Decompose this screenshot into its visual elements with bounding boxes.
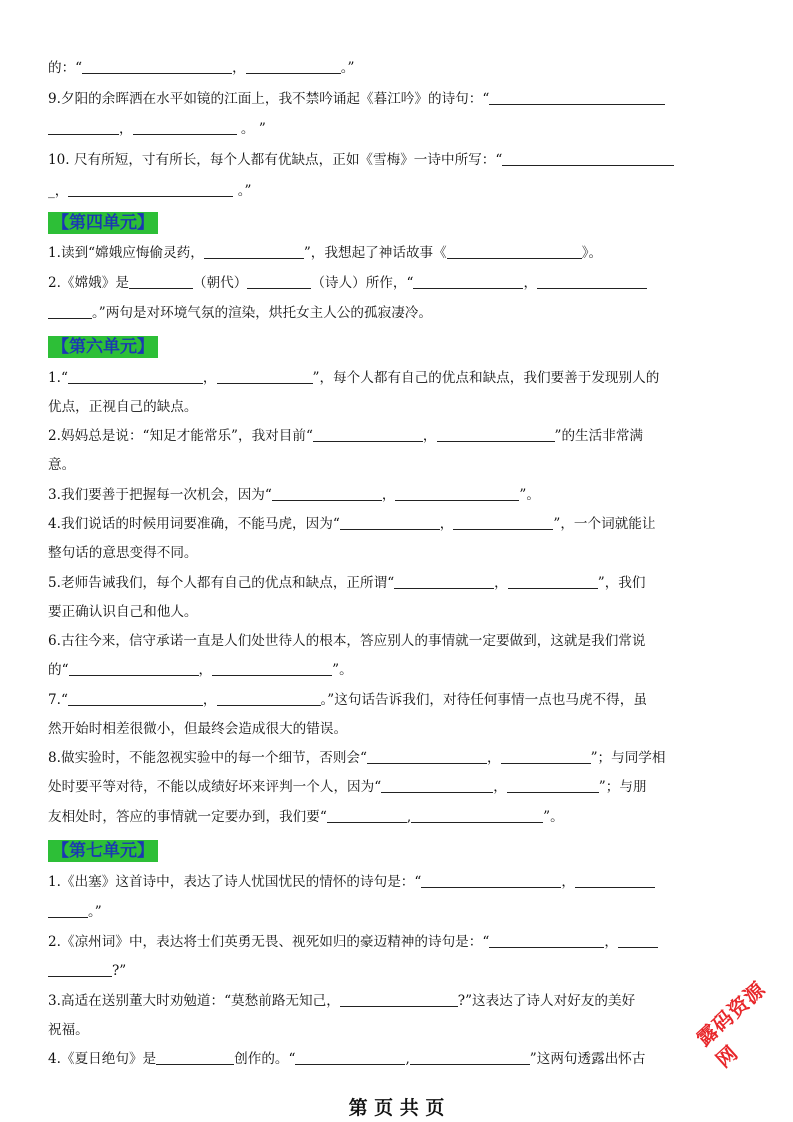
page-footer: 第 页 共 页 <box>348 1097 445 1119</box>
text-line: 要正确认识自己和他人。 <box>48 604 198 620</box>
answer-blank[interactable] <box>48 120 119 135</box>
text-line: 整句话的意思变得不同。 <box>48 545 198 561</box>
text-line: 8.做实验时，不能忽视实验中的每一个细节，否则会“ ， ”；与同学相 <box>48 750 666 766</box>
text-line: 然开始时相差很微小，但最终会造成很大的错误。 <box>48 721 348 737</box>
answer-blank[interactable] <box>247 274 311 289</box>
text-line: 10. 尺有所短，寸有所长，每个人都有优缺点，正如《雪梅》一诗中所写：“ <box>48 150 749 170</box>
text-line: 1.《出塞》这首诗中，表达了诗人忧国忧民的情怀的诗句是：“ ， <box>48 872 749 892</box>
answer-blank[interactable] <box>507 778 599 793</box>
text-line: ?” <box>48 961 749 981</box>
text-line: 2.妈妈总是说：“知足才能常乐”，我对目前“ ， ”的生活非常满 <box>48 428 644 444</box>
answer-blank[interactable] <box>437 427 555 442</box>
answer-blank[interactable] <box>212 661 332 676</box>
answer-blank[interactable] <box>68 691 203 706</box>
answer-blank[interactable] <box>327 808 407 823</box>
answer-blank[interactable] <box>68 369 203 384</box>
answer-blank[interactable] <box>413 274 523 289</box>
answer-blank[interactable] <box>48 304 92 319</box>
text-line: 1.读到“嫦娥应悔偷灵药， ”，我想起了神话故事《 》。 <box>48 245 603 261</box>
answer-blank[interactable] <box>48 903 88 918</box>
text-line: 2.《嫦娥》是 （朝代） （诗人）所作，“ ， <box>48 273 749 293</box>
answer-blank[interactable] <box>501 749 591 764</box>
text-line: 。”两句是对环境气氛的渲染，烘托女主人公的孤寂凄冷。 <box>48 303 749 323</box>
answer-blank[interactable] <box>340 515 440 530</box>
answer-blank[interactable] <box>410 1050 530 1065</box>
text-line: 4.《夏日绝句》是 创作的。“ , ”这两句透露出怀古 <box>48 1051 646 1067</box>
answer-blank[interactable] <box>272 486 382 501</box>
answer-blank[interactable] <box>575 873 655 888</box>
answer-blank[interactable] <box>129 274 193 289</box>
answer-blank[interactable] <box>394 574 494 589</box>
answer-blank[interactable] <box>156 1050 234 1065</box>
answer-blank[interactable] <box>204 244 304 259</box>
answer-blank[interactable] <box>453 515 553 530</box>
answer-blank[interactable] <box>367 749 487 764</box>
answer-blank[interactable] <box>69 661 199 676</box>
text-line: 祝福。 <box>48 1022 89 1038</box>
text-line: 2.《凉州词》中，表达将士们英勇无畏、视死如归的豪迈精神的诗句是：“ ， <box>48 932 749 952</box>
answer-blank[interactable] <box>82 59 232 74</box>
answer-blank[interactable] <box>489 933 604 948</box>
text-line: 5.老师告诫我们，每个人都有自己的优点和缺点，正所谓“ ， ”，我们 <box>48 575 646 591</box>
answer-blank[interactable] <box>489 90 665 105</box>
text-line: ， 。 ” <box>48 119 749 139</box>
text-line: 。” <box>48 902 749 922</box>
answer-blank[interactable] <box>217 691 321 706</box>
answer-blank[interactable] <box>421 873 561 888</box>
text-line: 的“ ， ”。 <box>48 662 353 678</box>
section-heading-unit-7: 【第七单元】 <box>48 840 158 862</box>
answer-blank[interactable] <box>447 244 582 259</box>
answer-blank[interactable] <box>395 486 519 501</box>
answer-blank[interactable] <box>411 808 543 823</box>
text-line: 3.高适在送别董大时劝勉道：“莫愁前路无知己， ?”这表达了诗人对好友的美好 <box>48 993 636 1009</box>
text-line: 优点，正视自己的缺点。 <box>48 399 198 415</box>
text-line: 的：“ ， 。” <box>48 60 355 76</box>
text-line: 处时要平等对待，不能以成绩好坏来评判一个人，因为“ ， ”；与朋 <box>48 779 647 795</box>
text-line: 意。 <box>48 457 76 473</box>
answer-blank[interactable] <box>502 151 674 166</box>
answer-blank[interactable] <box>217 369 313 384</box>
answer-blank[interactable] <box>381 778 493 793</box>
answer-blank[interactable] <box>340 992 458 1007</box>
text-line: 1.“ ， ”，每个人都有自己的优点和缺点，我们要善于发现别人的 <box>48 370 660 386</box>
text-line: 9.夕阳的余晖洒在水平如镜的江面上，我不禁吟诵起《暮江吟》的诗句：“ <box>48 89 749 109</box>
answer-blank[interactable] <box>295 1050 405 1065</box>
answer-blank[interactable] <box>68 182 233 197</box>
text-line: 4.我们说话的时候用词要准确，不能马虎，因为“ ， ”，一个词就能让 <box>48 516 656 532</box>
answer-blank[interactable] <box>246 59 341 74</box>
answer-blank[interactable] <box>313 427 423 442</box>
text-line: 7.“ ， 。”这句话告诉我们，对待任何事情一点也马虎不得，虽 <box>48 692 647 708</box>
text-line: 3.我们要善于把握每一次机会，因为“ ， ”。 <box>48 487 540 503</box>
answer-blank[interactable] <box>618 933 658 948</box>
answer-blank[interactable] <box>133 120 237 135</box>
section-heading-unit-4: 【第四单元】 <box>48 212 158 234</box>
answer-blank[interactable] <box>537 274 647 289</box>
section-heading-unit-6: 【第六单元】 <box>48 336 158 358</box>
text-line: _， 。” <box>48 183 252 199</box>
text-line: 友相处时，答应的事情就一定要办到，我们要“ , ”。 <box>48 809 564 825</box>
answer-blank[interactable] <box>48 962 112 977</box>
answer-blank[interactable] <box>508 574 598 589</box>
watermark-logo: 露码资源网 <box>691 976 771 1073</box>
text-line: 6.古往今来，信守承诺一直是人们处世待人的根本，答应别人的事情就一定要做到，这就是我们常说 <box>48 633 646 649</box>
